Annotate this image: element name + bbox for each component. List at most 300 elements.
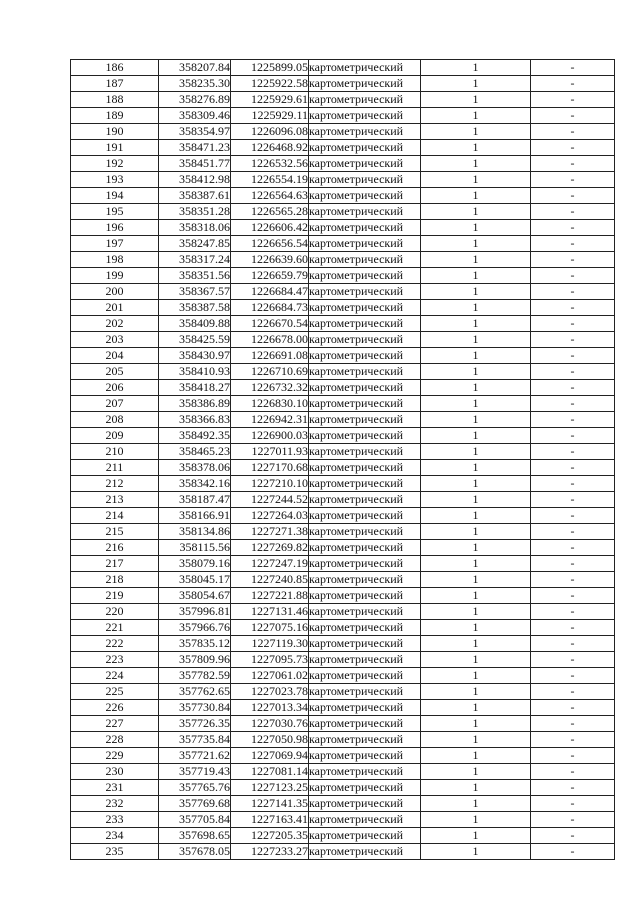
accuracy-cell: 1 (421, 588, 531, 604)
description-cell: - (531, 476, 615, 492)
table-row (71, 220, 615, 236)
point-number-cell: 209 (71, 428, 159, 444)
point-number-cell: 201 (71, 300, 159, 316)
table-row (71, 204, 615, 220)
method-cell: картометрический (309, 620, 421, 636)
point-number-cell: 199 (71, 268, 159, 284)
table-row (71, 748, 615, 764)
accuracy-cell: 1 (421, 252, 531, 268)
y-coordinate-cell: 1226710.69 (231, 364, 309, 380)
accuracy-cell: 1 (421, 812, 531, 828)
point-number-cell: 204 (71, 348, 159, 364)
y-coordinate-cell: 1226678.00 (231, 332, 309, 348)
point-number-cell: 214 (71, 508, 159, 524)
point-number-cell: 202 (71, 316, 159, 332)
x-coordinate-cell: 358318.06 (159, 220, 231, 236)
point-number-cell: 211 (71, 460, 159, 476)
y-coordinate-cell: 1227023.78 (231, 684, 309, 700)
method-cell: картометрический (309, 364, 421, 380)
y-coordinate-cell: 1227210.10 (231, 476, 309, 492)
table-row (71, 812, 615, 828)
description-cell: - (531, 380, 615, 396)
y-coordinate-cell: 1226830.10 (231, 396, 309, 412)
method-cell: картометрический (309, 508, 421, 524)
y-coordinate-cell: 1226659.79 (231, 268, 309, 284)
y-coordinate-cell: 1227061.02 (231, 668, 309, 684)
coordinates-table-body (71, 60, 615, 860)
point-number-cell: 207 (71, 396, 159, 412)
description-cell: - (531, 108, 615, 124)
accuracy-cell: 1 (421, 60, 531, 76)
method-cell: картометрический (309, 732, 421, 748)
x-coordinate-cell: 358430.97 (159, 348, 231, 364)
point-number-cell: 210 (71, 444, 159, 460)
accuracy-cell: 1 (421, 780, 531, 796)
table-row (71, 380, 615, 396)
method-cell: картометрический (309, 636, 421, 652)
y-coordinate-cell: 1227141.35 (231, 796, 309, 812)
y-coordinate-cell: 1227075.16 (231, 620, 309, 636)
description-cell: - (531, 60, 615, 76)
description-cell: - (531, 764, 615, 780)
x-coordinate-cell: 357698.65 (159, 828, 231, 844)
x-coordinate-cell: 358387.61 (159, 188, 231, 204)
accuracy-cell: 1 (421, 572, 531, 588)
method-cell: картометрический (309, 284, 421, 300)
description-cell: - (531, 620, 615, 636)
description-cell: - (531, 668, 615, 684)
method-cell: картометрический (309, 156, 421, 172)
x-coordinate-cell: 358276.89 (159, 92, 231, 108)
table-row (71, 268, 615, 284)
point-number-cell: 196 (71, 220, 159, 236)
x-coordinate-cell: 358471.23 (159, 140, 231, 156)
table-row (71, 92, 615, 108)
y-coordinate-cell: 1226468.92 (231, 140, 309, 156)
method-cell: картометрический (309, 332, 421, 348)
y-coordinate-cell: 1225899.05 (231, 60, 309, 76)
method-cell: картометрический (309, 764, 421, 780)
table-row (71, 652, 615, 668)
description-cell: - (531, 492, 615, 508)
accuracy-cell: 1 (421, 604, 531, 620)
x-coordinate-cell: 358207.84 (159, 60, 231, 76)
accuracy-cell: 1 (421, 764, 531, 780)
point-number-cell: 218 (71, 572, 159, 588)
method-cell: картометрический (309, 844, 421, 860)
y-coordinate-cell: 1227247.19 (231, 556, 309, 572)
method-cell: картометрический (309, 412, 421, 428)
method-cell: картометрический (309, 812, 421, 828)
x-coordinate-cell: 357835.12 (159, 636, 231, 652)
point-number-cell: 229 (71, 748, 159, 764)
table-row (71, 508, 615, 524)
y-coordinate-cell: 1227221.88 (231, 588, 309, 604)
point-number-cell: 193 (71, 172, 159, 188)
table-row (71, 780, 615, 796)
method-cell: картометрический (309, 220, 421, 236)
description-cell: - (531, 172, 615, 188)
accuracy-cell: 1 (421, 748, 531, 764)
accuracy-cell: 1 (421, 140, 531, 156)
table-row (71, 316, 615, 332)
y-coordinate-cell: 1226564.63 (231, 188, 309, 204)
method-cell: картометрический (309, 684, 421, 700)
x-coordinate-cell: 358366.83 (159, 412, 231, 428)
accuracy-cell: 1 (421, 412, 531, 428)
method-cell: картометрический (309, 780, 421, 796)
accuracy-cell: 1 (421, 172, 531, 188)
accuracy-cell: 1 (421, 300, 531, 316)
description-cell: - (531, 140, 615, 156)
description-cell: - (531, 348, 615, 364)
y-coordinate-cell: 1225922.58 (231, 76, 309, 92)
method-cell: картометрический (309, 492, 421, 508)
description-cell: - (531, 252, 615, 268)
accuracy-cell: 1 (421, 476, 531, 492)
description-cell: - (531, 364, 615, 380)
accuracy-cell: 1 (421, 124, 531, 140)
x-coordinate-cell: 357678.05 (159, 844, 231, 860)
description-cell: - (531, 460, 615, 476)
table-row (71, 140, 615, 156)
accuracy-cell: 1 (421, 556, 531, 572)
point-number-cell: 213 (71, 492, 159, 508)
y-coordinate-cell: 1227170.68 (231, 460, 309, 476)
point-number-cell: 230 (71, 764, 159, 780)
method-cell: картометрический (309, 316, 421, 332)
accuracy-cell: 1 (421, 732, 531, 748)
table-row (71, 524, 615, 540)
x-coordinate-cell: 358367.57 (159, 284, 231, 300)
x-coordinate-cell: 357762.65 (159, 684, 231, 700)
y-coordinate-cell: 1226096.08 (231, 124, 309, 140)
point-number-cell: 208 (71, 412, 159, 428)
x-coordinate-cell: 357705.84 (159, 812, 231, 828)
description-cell: - (531, 780, 615, 796)
description-cell: - (531, 796, 615, 812)
x-coordinate-cell: 358412.98 (159, 172, 231, 188)
y-coordinate-cell: 1227123.25 (231, 780, 309, 796)
table-row (71, 588, 615, 604)
method-cell: картометрический (309, 236, 421, 252)
y-coordinate-cell: 1226565.28 (231, 204, 309, 220)
accuracy-cell: 1 (421, 508, 531, 524)
description-cell: - (531, 124, 615, 140)
description-cell: - (531, 588, 615, 604)
x-coordinate-cell: 358187.47 (159, 492, 231, 508)
point-number-cell: 227 (71, 716, 159, 732)
accuracy-cell: 1 (421, 76, 531, 92)
x-coordinate-cell: 358309.46 (159, 108, 231, 124)
y-coordinate-cell: 1226554.19 (231, 172, 309, 188)
y-coordinate-cell: 1227069.94 (231, 748, 309, 764)
x-coordinate-cell: 357721.62 (159, 748, 231, 764)
x-coordinate-cell: 358317.24 (159, 252, 231, 268)
accuracy-cell: 1 (421, 316, 531, 332)
description-cell: - (531, 524, 615, 540)
method-cell: картометрический (309, 268, 421, 284)
y-coordinate-cell: 1226684.47 (231, 284, 309, 300)
point-number-cell: 187 (71, 76, 159, 92)
description-cell: - (531, 156, 615, 172)
description-cell: - (531, 844, 615, 860)
method-cell: картометрический (309, 140, 421, 156)
table-row (71, 76, 615, 92)
point-number-cell: 198 (71, 252, 159, 268)
point-number-cell: 206 (71, 380, 159, 396)
table-row (71, 284, 615, 300)
description-cell: - (531, 636, 615, 652)
description-cell: - (531, 188, 615, 204)
description-cell: - (531, 812, 615, 828)
table-row (71, 620, 615, 636)
method-cell: картометрический (309, 460, 421, 476)
x-coordinate-cell: 358465.23 (159, 444, 231, 460)
point-number-cell: 220 (71, 604, 159, 620)
method-cell: картометрический (309, 444, 421, 460)
y-coordinate-cell: 1227205.35 (231, 828, 309, 844)
y-coordinate-cell: 1227233.27 (231, 844, 309, 860)
method-cell: картометрический (309, 828, 421, 844)
table-row (71, 332, 615, 348)
accuracy-cell: 1 (421, 700, 531, 716)
x-coordinate-cell: 358387.58 (159, 300, 231, 316)
y-coordinate-cell: 1225929.61 (231, 92, 309, 108)
method-cell: картометрический (309, 700, 421, 716)
description-cell: - (531, 748, 615, 764)
table-row (71, 156, 615, 172)
accuracy-cell: 1 (421, 204, 531, 220)
table-row (71, 428, 615, 444)
point-number-cell: 234 (71, 828, 159, 844)
accuracy-cell: 1 (421, 844, 531, 860)
x-coordinate-cell: 358378.06 (159, 460, 231, 476)
point-number-cell: 200 (71, 284, 159, 300)
table-row (71, 796, 615, 812)
method-cell: картометрический (309, 108, 421, 124)
point-number-cell: 217 (71, 556, 159, 572)
y-coordinate-cell: 1226691.08 (231, 348, 309, 364)
method-cell: картометрический (309, 668, 421, 684)
x-coordinate-cell: 357765.76 (159, 780, 231, 796)
x-coordinate-cell: 357719.43 (159, 764, 231, 780)
table-row (71, 364, 615, 380)
x-coordinate-cell: 358235.30 (159, 76, 231, 92)
table-row (71, 236, 615, 252)
description-cell: - (531, 236, 615, 252)
table-row (71, 844, 615, 860)
y-coordinate-cell: 1226656.54 (231, 236, 309, 252)
x-coordinate-cell: 357735.84 (159, 732, 231, 748)
method-cell: картометрический (309, 92, 421, 108)
accuracy-cell: 1 (421, 284, 531, 300)
x-coordinate-cell: 357809.96 (159, 652, 231, 668)
x-coordinate-cell: 357966.76 (159, 620, 231, 636)
accuracy-cell: 1 (421, 796, 531, 812)
accuracy-cell: 1 (421, 524, 531, 540)
x-coordinate-cell: 358492.35 (159, 428, 231, 444)
method-cell: картометрический (309, 652, 421, 668)
method-cell: картометрический (309, 604, 421, 620)
x-coordinate-cell: 358409.88 (159, 316, 231, 332)
y-coordinate-cell: 1226606.42 (231, 220, 309, 236)
point-number-cell: 191 (71, 140, 159, 156)
point-number-cell: 235 (71, 844, 159, 860)
point-number-cell: 186 (71, 60, 159, 76)
x-coordinate-cell: 357769.68 (159, 796, 231, 812)
method-cell: картометрический (309, 796, 421, 812)
accuracy-cell: 1 (421, 348, 531, 364)
point-number-cell: 205 (71, 364, 159, 380)
x-coordinate-cell: 358418.27 (159, 380, 231, 396)
x-coordinate-cell: 358342.16 (159, 476, 231, 492)
accuracy-cell: 1 (421, 156, 531, 172)
method-cell: картометрический (309, 476, 421, 492)
table-row (71, 460, 615, 476)
table-row (71, 492, 615, 508)
description-cell: - (531, 300, 615, 316)
point-number-cell: 189 (71, 108, 159, 124)
table-row (71, 124, 615, 140)
description-cell: - (531, 716, 615, 732)
point-number-cell: 219 (71, 588, 159, 604)
method-cell: картометрический (309, 748, 421, 764)
y-coordinate-cell: 1226684.73 (231, 300, 309, 316)
accuracy-cell: 1 (421, 460, 531, 476)
table-row (71, 764, 615, 780)
method-cell: картометрический (309, 124, 421, 140)
accuracy-cell: 1 (421, 108, 531, 124)
accuracy-cell: 1 (421, 668, 531, 684)
description-cell: - (531, 220, 615, 236)
description-cell: - (531, 732, 615, 748)
table-row (71, 572, 615, 588)
accuracy-cell: 1 (421, 380, 531, 396)
accuracy-cell: 1 (421, 396, 531, 412)
accuracy-cell: 1 (421, 636, 531, 652)
x-coordinate-cell: 358079.16 (159, 556, 231, 572)
table-row (71, 108, 615, 124)
x-coordinate-cell: 358054.67 (159, 588, 231, 604)
method-cell: картометрический (309, 76, 421, 92)
method-cell: картометрический (309, 540, 421, 556)
y-coordinate-cell: 1227030.76 (231, 716, 309, 732)
description-cell: - (531, 684, 615, 700)
accuracy-cell: 1 (421, 652, 531, 668)
accuracy-cell: 1 (421, 220, 531, 236)
description-cell: - (531, 284, 615, 300)
x-coordinate-cell: 358134.86 (159, 524, 231, 540)
y-coordinate-cell: 1227095.73 (231, 652, 309, 668)
table-row (71, 252, 615, 268)
x-coordinate-cell: 358451.77 (159, 156, 231, 172)
table-row (71, 684, 615, 700)
point-number-cell: 226 (71, 700, 159, 716)
point-number-cell: 224 (71, 668, 159, 684)
y-coordinate-cell: 1227011.93 (231, 444, 309, 460)
x-coordinate-cell: 358386.89 (159, 396, 231, 412)
y-coordinate-cell: 1227269.82 (231, 540, 309, 556)
table-row (71, 604, 615, 620)
x-coordinate-cell: 357782.59 (159, 668, 231, 684)
method-cell: картометрический (309, 556, 421, 572)
method-cell: картометрический (309, 396, 421, 412)
y-coordinate-cell: 1226639.60 (231, 252, 309, 268)
method-cell: картометрический (309, 524, 421, 540)
method-cell: картометрический (309, 172, 421, 188)
accuracy-cell: 1 (421, 188, 531, 204)
description-cell: - (531, 92, 615, 108)
description-cell: - (531, 268, 615, 284)
table-row (71, 732, 615, 748)
y-coordinate-cell: 1227131.46 (231, 604, 309, 620)
y-coordinate-cell: 1227119.30 (231, 636, 309, 652)
x-coordinate-cell: 358351.28 (159, 204, 231, 220)
method-cell: картометрический (309, 252, 421, 268)
method-cell: картометрический (309, 380, 421, 396)
table-row (71, 476, 615, 492)
table-row (71, 828, 615, 844)
description-cell: - (531, 604, 615, 620)
x-coordinate-cell: 357996.81 (159, 604, 231, 620)
accuracy-cell: 1 (421, 236, 531, 252)
point-number-cell: 212 (71, 476, 159, 492)
description-cell: - (531, 396, 615, 412)
x-coordinate-cell: 358354.97 (159, 124, 231, 140)
table-row (71, 556, 615, 572)
point-number-cell: 190 (71, 124, 159, 140)
y-coordinate-cell: 1225929.11 (231, 108, 309, 124)
method-cell: картометрический (309, 588, 421, 604)
table-row (71, 188, 615, 204)
table-row (71, 444, 615, 460)
description-cell: - (531, 412, 615, 428)
x-coordinate-cell: 358425.59 (159, 332, 231, 348)
x-coordinate-cell: 358166.91 (159, 508, 231, 524)
accuracy-cell: 1 (421, 332, 531, 348)
description-cell: - (531, 540, 615, 556)
method-cell: картометрический (309, 428, 421, 444)
description-cell: - (531, 444, 615, 460)
point-number-cell: 231 (71, 780, 159, 796)
accuracy-cell: 1 (421, 540, 531, 556)
description-cell: - (531, 508, 615, 524)
table-row (71, 60, 615, 76)
accuracy-cell: 1 (421, 684, 531, 700)
y-coordinate-cell: 1227050.98 (231, 732, 309, 748)
table-row (71, 668, 615, 684)
accuracy-cell: 1 (421, 428, 531, 444)
point-number-cell: 223 (71, 652, 159, 668)
point-number-cell: 225 (71, 684, 159, 700)
table-row (71, 700, 615, 716)
method-cell: картометрический (309, 348, 421, 364)
description-cell: - (531, 828, 615, 844)
description-cell: - (531, 76, 615, 92)
table-row (71, 412, 615, 428)
y-coordinate-cell: 1227013.34 (231, 700, 309, 716)
y-coordinate-cell: 1226532.56 (231, 156, 309, 172)
description-cell: - (531, 572, 615, 588)
point-number-cell: 233 (71, 812, 159, 828)
description-cell: - (531, 332, 615, 348)
method-cell: картометрический (309, 188, 421, 204)
method-cell: картометрический (309, 572, 421, 588)
point-number-cell: 216 (71, 540, 159, 556)
x-coordinate-cell: 357730.84 (159, 700, 231, 716)
y-coordinate-cell: 1227271.38 (231, 524, 309, 540)
